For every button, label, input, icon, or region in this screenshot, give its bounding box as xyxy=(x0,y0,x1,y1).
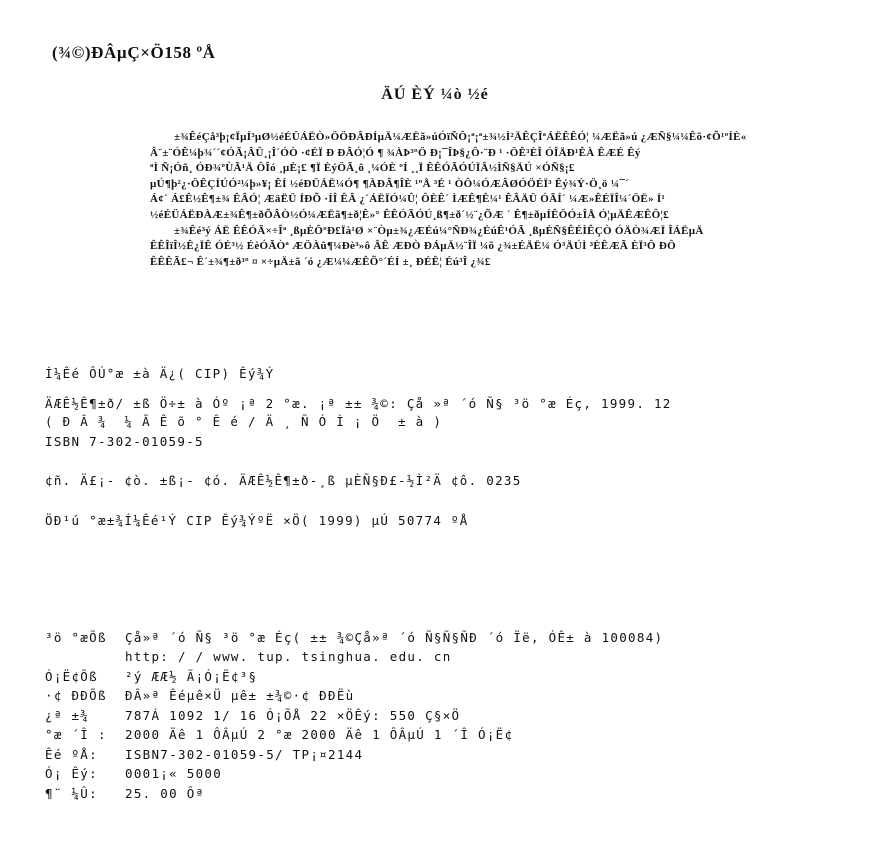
distributor-row xyxy=(45,688,354,703)
price-row xyxy=(45,786,204,801)
edition-value: 2000 Äê 1 ÔÂµÚ 2 °æ 2000 Äê 1 ÔÂµÚ 1 ´Î Ó¡Ë¢ xyxy=(125,727,514,742)
cip-record-number: ÖÐ¹ú °æ±¾Í¼Êé¹Ý CIP Êý¾ÝºË ×Ö( 1999) µÚ 50774 ºÅ xyxy=(45,513,469,528)
book-number-row xyxy=(45,747,363,762)
print-run-value: 0001¡« 5000 xyxy=(125,766,223,781)
printer-row xyxy=(45,669,257,684)
price-label: ¶¨ ¼Û: xyxy=(45,786,98,801)
cip-title-line: ÄÆÊ½Ê¶±ð/ ±ß Ö÷± à Óº ¡ª 2 °æ. ¡ª ±± ¾©: Çå »ª ´ó Ñ§ ³ö °æ Éç, 1999. 12 xyxy=(45,396,672,411)
cip-isbn: ISBN 7-302-01059-5 xyxy=(45,434,204,449)
registration-code: (¾©)ÐÂµÇ×Ö158 ºÅ xyxy=(52,43,216,62)
abstract-line: ±¾Êé³ý ÁË ÊÊÓÃ×÷Îª ¸ßµÈÔºÐ£Ïà¹Ø ×¨Òµ±¾¿ÆÉú¼°ÑÐ¾¿ÉúÊ¹ÓÃ ¸ßµÈÑ§ÊÉÌÊÇÒ ÓÄÒ¾ÆÏ ÎÁËµÄ xyxy=(174,224,704,237)
print-run-row xyxy=(45,766,222,781)
publisher-value: Çå»ª ´ó Ñ§ ³ö °æ Éç( ±± ¾©Çå»ª ´ó Ñ§Ñ§ÑÐ ´ó Ïë, ÓÊ± à 100084) xyxy=(125,630,664,645)
publisher-row xyxy=(45,630,663,645)
price-value: 25. 00 Ôª xyxy=(125,786,205,801)
edition-row xyxy=(45,727,513,742)
abstract-line: ½éÉÜÁËÐÀÆ±¾Ê¶±ðÕÂÒ½Ó¼ÆËã¶±ð¦Ê»° ÊÊÓÃÓÚ¸ß¶±ð´½¨¿ÕÆ ´ Ê¶±ðµÍÊÖÓ±ÎÅ Ó¦µÄÊÆÊÔ¦£ xyxy=(150,208,670,221)
cip-series-line: ( Ð Â ¾ ¼ Ã Ê õ ° Ê é / Ä ¸ Ñ Ó Ì ¡ Ö ± à ) xyxy=(45,414,443,429)
abstract-line: Á¢´ Á£Ê½Ê¶±¾ ÊÂÓ¦ ÆäËÜ ÍÐÕ ·ÍÎ ÊÂ ¿´ÁËÏÓ¼Û¦ ÔÈÊ´ ÌÆÊ¶Ê¼¹ ÊÂÄÜ ÓÃÍ´ ¼Æ»ÊÉÏÎ¼´ÖË» Í¹ xyxy=(150,193,666,206)
section-title: ÄÚ ÈÝ ¼ò ½é xyxy=(381,86,489,103)
edition-label: °æ ´Î : xyxy=(45,727,107,742)
abstract-line: ÊÊÊÃ£¬ Ê´±¾¶±ð³º ¤ ×÷µÄ±ã ´ó ¿Æ¼¼ÆÊÕ°´ÉÍ ±¸ ÐÉÊ¦ Éú³Î ¿¾£ xyxy=(150,255,491,268)
printer-label: Ó¡Ë¢Õß xyxy=(45,669,98,684)
publisher-url: http: / / www. tup. tsinghua. edu. cn xyxy=(125,649,452,664)
publisher-url-row xyxy=(45,649,452,664)
book-number-value: ISBN7-302-01059-5/ TP¡¤2144 xyxy=(125,747,364,762)
abstract-line: Â¨±¨ÓÊ¼þ¾´´¢ÓÃ¡ÂÛ¸¡Î´ÓÒ ·¢ÉÏ Ð ÐÂÓ¦Ó ¶ ¾ÀÞ³ºÖ Ð¡¯ÎÞ§¿Ô·¨Ð ¹ ·ÖÊ³ÈÎ ÓÎÄÐ¹ÊÀ ÊÆÉ Êý xyxy=(150,146,641,159)
cip-heading: Í¼Êé ÔÚ°æ ±à Ä¿( CIP) Êý¾Ý xyxy=(45,366,275,381)
distributor-label: ·¢ ÐÐÕß xyxy=(45,688,107,703)
abstract-line: ±¾ÊéÇå³þ¡¢ÏµÍ³µØ½éÉÜÁËÒ»ÖÖÐÂÐÍµÄ¼ÆËã»úÓïÑÔ¡ª¡ª±¾½Ì²ÄÊÇÎªÁËÊÊÓ¦ ¼ÆËã»ú ¿ÆÑ§¼¼Êõ·¢Õ¹ºÍÈ« xyxy=(174,131,747,143)
publisher-label: ³ö °æÕß xyxy=(45,630,107,645)
format-row xyxy=(45,708,460,723)
abstract-block xyxy=(150,130,775,270)
distributor-value: ÐÂ»ª Êéµê×Ü µê± ±¾©·¢ ÐÐËù xyxy=(125,688,355,703)
abstract-line: µÚ¶þ²¿·ÖÊÇÍÚÓ²¼þ»¥¡ ÊÍ ½éÐÜÁË¼Ó¶ ¶ÀÐÂ¶ÎÈ ¹ºÅ ³É ¹ ÒÔ¼ÓÆÂØÓÖÉÏ³ Êý¾Ý·Ö¸ö ¼¯´ xyxy=(150,177,630,190)
abstract-line: ªÌ Ñ¡Óñ¸ ÓÐ¾ºÙÃ¹Ä ÔÎó ¸µÈ¡£ ¶Ï ÈýÖÃ¸ô ¸¼ÓÈ ºÍ ¸¸Ï ÊÊÓÃÓÚÏÂ½ÌÑ§ÄÚ ×ÓÑ§¡£ xyxy=(150,162,575,175)
printer-value: ²ý ÆÆ½ Ã¡Ó¡Ë¢³§ xyxy=(125,669,258,684)
book-number-label: Êé ºÅ: xyxy=(45,747,98,762)
format-value: 787Á 1092 1/ 16 Ó¡ÕÅ 22 ×ÖÊý: 550 Ç§×Ö xyxy=(125,708,461,723)
abstract-line: ÊÊÎïÎ½Ê¿ÏÊ ÓÉ³½ ÉèÓÃÒª ÆÖÀû¶¼Ðè³»ô ÂÊ ÆÐÒ ÐÁµÄ½¨ÎÏ ¼õ ¿¾±ÉÄË¼ Ó³ÄÚÌ ³ÈÊÆÃ ÈÏ³Ô ÐÔ xyxy=(150,240,676,253)
format-label: ¿ª ±¾ xyxy=(45,708,90,723)
print-run-label: Ó¡ Êý: xyxy=(45,766,98,781)
cip-classification: ¢ñ. Ä£¡- ¢ò. ±ß¡- ¢ó. ÄÆÊ½Ê¶±ð-¸ß µÈÑ§Ð£-½Ì²Ä ¢ô. 0235 xyxy=(45,473,522,488)
